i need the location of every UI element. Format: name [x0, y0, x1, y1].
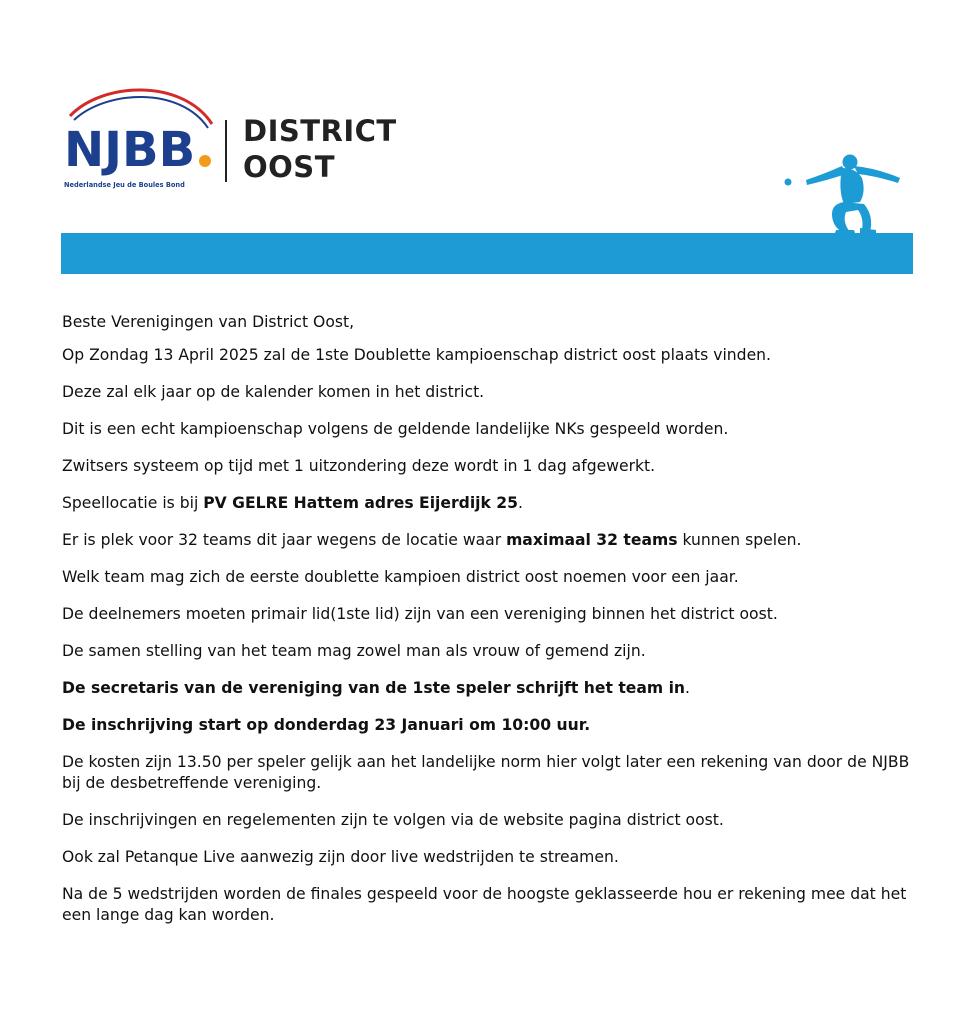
paragraph-website: De inschrijvingen en regelementen zijn te volgen via de website pagina district oost.: [62, 811, 724, 829]
capacity-max: maximaal 32 teams: [506, 531, 678, 549]
registration-start-text: De inschrijving start op donderdag 23 Januari om 10:00 uur.: [62, 716, 591, 734]
greeting: Beste Verenigingen van District Oost,: [62, 313, 355, 331]
paragraph-capacity: [62, 530, 912, 551]
header-divider: [225, 120, 227, 182]
paragraph-costs: De kosten zijn 13.50 per speler gelijk aan het landelijke norm hier volgt later een rekening van door de NJBB bij de desbetreffende vereniging.: [62, 753, 910, 792]
petanque-player-icon: [776, 152, 908, 236]
district-line-2: OOST: [243, 150, 335, 184]
district-title: [243, 113, 397, 185]
header-band: [61, 233, 913, 274]
paragraph-system: Zwitsers systeem op tijd met 1 uitzondering deze wordt in 1 dag afgewerkt.: [62, 457, 656, 475]
paragraph-calendar: Deze zal elk jaar op de kalender komen in het district.: [62, 383, 485, 401]
secretary-text: De secretaris van de vereniging van de 1ste speler schrijft het team in: [62, 679, 686, 697]
logo-text: NJBB: [64, 122, 196, 178]
location-address: PV GELRE Hattem adres Eijerdijk 25: [203, 494, 519, 512]
letter-body: [62, 312, 912, 942]
secretary-suffix: .: [685, 679, 690, 697]
paragraph-question: Welk team mag zich de eerste doublette kampioen district oost noemen voor een jaar.: [62, 568, 739, 586]
njbb-logo: [62, 84, 222, 194]
logo-subtitle: Nederlandse Jeu de Boules Bond: [64, 181, 185, 189]
location-prefix: Speellocatie is bij: [62, 494, 204, 512]
paragraph-livestream: Ook zal Petanque Live aanwezig zijn door live wedstrijden te streamen.: [62, 848, 619, 866]
paragraph-finals: Na de 5 wedstrijden worden de finales gespeeld voor de hoogste geklasseerde hou er rekening mee dat het een lange dag kan worden.: [62, 885, 907, 924]
njbb-logo-icon: [62, 84, 222, 194]
paragraph-secretary: [62, 678, 912, 699]
paragraph-membership: De deelnemers moeten primair lid(1ste lid) zijn van een vereniging binnen het district oost.: [62, 605, 778, 623]
paragraph-team-composition: De samen stelling van het team mag zowel man als vrouw of gemend zijn.: [62, 642, 646, 660]
capacity-prefix: Er is plek voor 32 teams dit jaar wegens de locatie waar: [62, 531, 507, 549]
paragraph-location: [62, 493, 912, 514]
capacity-suffix: kunnen spelen.: [677, 531, 802, 549]
paragraph-registration-start: [62, 715, 912, 736]
paragraph-date: Op Zondag 13 April 2025 zal de 1ste Doublette kampioenschap district oost plaats vinden.: [62, 346, 771, 364]
paragraph-championship: Dit is een echt kampioenschap volgens de geldende landelijke NKs gespeeld worden.: [62, 420, 729, 438]
district-line-1: DISTRICT: [243, 114, 397, 148]
location-suffix: .: [518, 494, 523, 512]
